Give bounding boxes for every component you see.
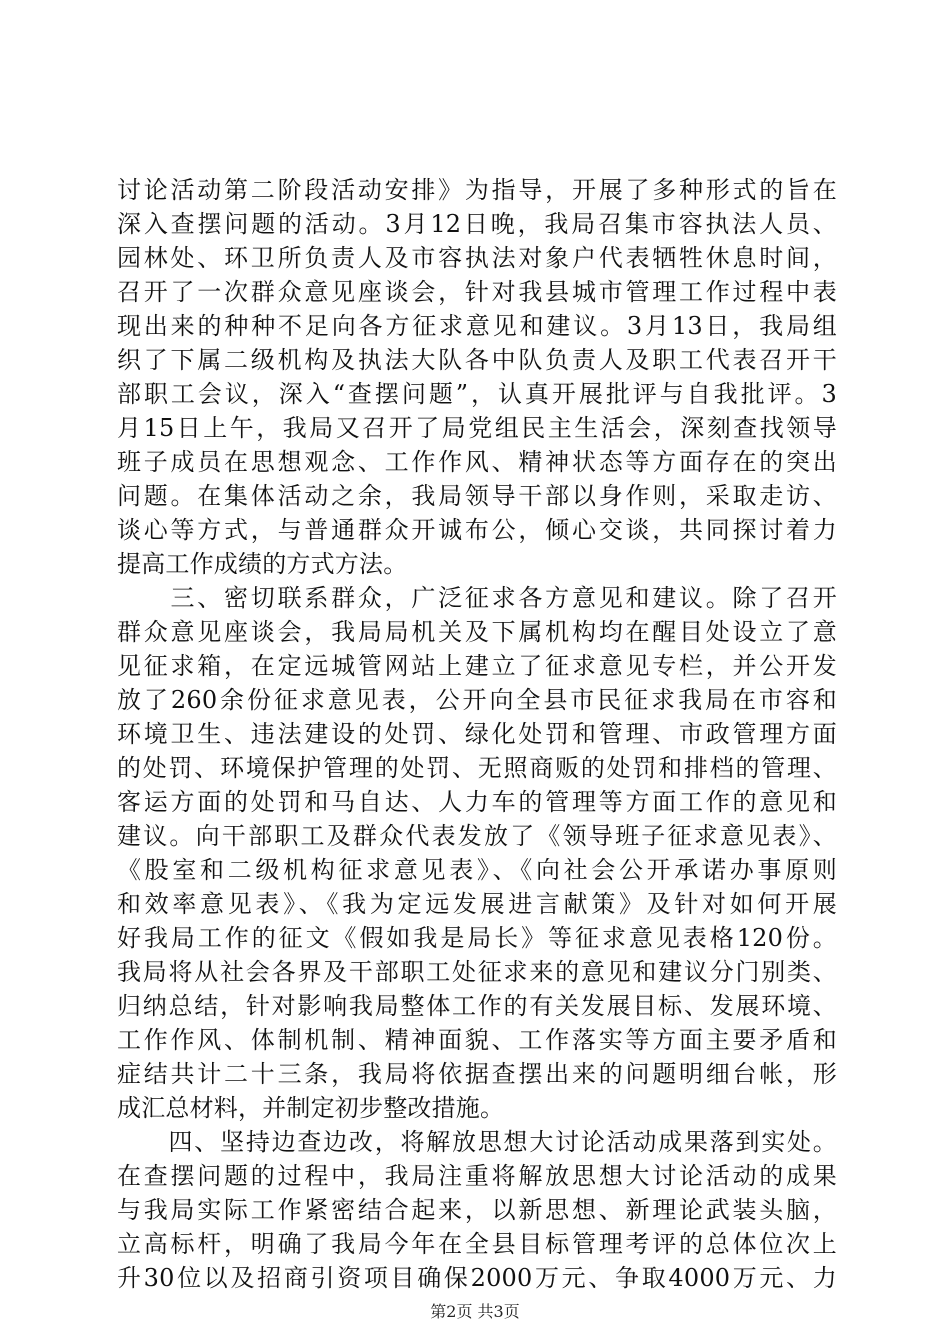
text-line: 放了260余份征求意见表，公开向全县市民征求我局在市容和: [117, 686, 837, 714]
body-text: [117, 173, 837, 1295]
text-line: 在查摆问题的过程中，我局注重将解放思想大讨论活动的成果: [117, 1162, 837, 1190]
text-line: 环境卫生、违法建设的处罚、绿化处罚和管理、市政管理方面: [117, 720, 837, 748]
text-line: 深入查摆问题的活动。3月12日晚，我局召集市容执法人员、: [117, 210, 837, 238]
text-line: 客运方面的处罚和马自达、人力车的管理等方面工作的意见和: [117, 788, 837, 816]
text-line: 成汇总材料，并制定初步整改措施。: [117, 1094, 505, 1122]
text-line: 归纳总结，针对影响我局整体工作的有关发展目标、发展环境、: [117, 992, 837, 1020]
text-line: 症结共计二十三条，我局将依据查摆出来的问题明细台帐，形: [117, 1060, 837, 1088]
page-number-footer: 第2页 共3页: [430, 1302, 520, 1321]
text-line: 与我局实际工作紧密结合起来，以新思想、新理论武装头脑，: [117, 1196, 837, 1224]
text-line: 提高工作成绩的方式方法。: [117, 550, 408, 578]
text-line: 群众意见座谈会，我局局机关及下属机构均在醒目处设立了意: [117, 618, 837, 646]
text-line: 见征求箱，在定远城管网站上建立了征求意见专栏，并公开发: [117, 652, 837, 680]
text-line: 建议。向干部职工及群众代表发放了《领导班子征求意见表》、: [117, 822, 837, 850]
text-line: 讨论活动第二阶段活动安排》为指导，开展了多种形式的旨在: [117, 176, 837, 204]
text-line: 织了下属二级机构及执法大队各中队负责人及职工代表召开干: [117, 346, 837, 374]
text-line: 工作作风、体制机制、精神面貌、工作落实等方面主要矛盾和: [117, 1026, 837, 1054]
text-line: 好我局工作的征文《假如我是局长》等征求意见表格120份。: [117, 924, 837, 952]
text-line: 园林处、环卫所负责人及市容执法对象户代表牺牲休息时间，: [117, 244, 837, 272]
text-line: 和效率意见表》、《我为定远发展进言献策》及针对如何开展: [117, 890, 837, 918]
text-line: 班子成员在思想观念、工作作风、精神状态等方面存在的突出: [117, 448, 837, 476]
text-line: 部职工会议，深入“查摆问题”，认真开展批评与自我批评。3: [117, 380, 837, 408]
text-line: 谈心等方式，与普通群众开诚布公，倾心交谈，共同探讨着力: [117, 516, 837, 544]
text-line: 三、密切联系群众，广泛征求各方意见和建议。除了召开: [117, 584, 837, 612]
text-line: 四、坚持边查边改，将解放思想大讨论活动成果落到实处。: [117, 1128, 837, 1156]
text-line: 《股室和二级机构征求意见表》、《向社会公开承诺办事原则: [117, 856, 837, 884]
text-line: 立高标杆，明确了我局今年在全县目标管理考评的总体位次上: [117, 1230, 837, 1258]
text-line: 问题。在集体活动之余，我局领导干部以身作则，采取走访、: [117, 482, 837, 510]
text-line: 的处罚、环境保护管理的处罚、无照商贩的处罚和排档的管理、: [117, 754, 837, 782]
text-line: 升30位以及招商引资项目确保2000万元、争取4000万元、力: [117, 1264, 837, 1292]
text-line: 召开了一次群众意见座谈会，针对我县城市管理工作过程中表: [117, 278, 837, 306]
text-line: 月15日上午，我局又召开了局党组民主生活会，深刻查找领导: [117, 414, 837, 442]
text-line: 我局将从社会各界及干部职工处征求来的意见和建议分门别类、: [117, 958, 837, 986]
text-line: 现出来的种种不足向各方征求意见和建议。3月13日，我局组: [117, 312, 837, 340]
